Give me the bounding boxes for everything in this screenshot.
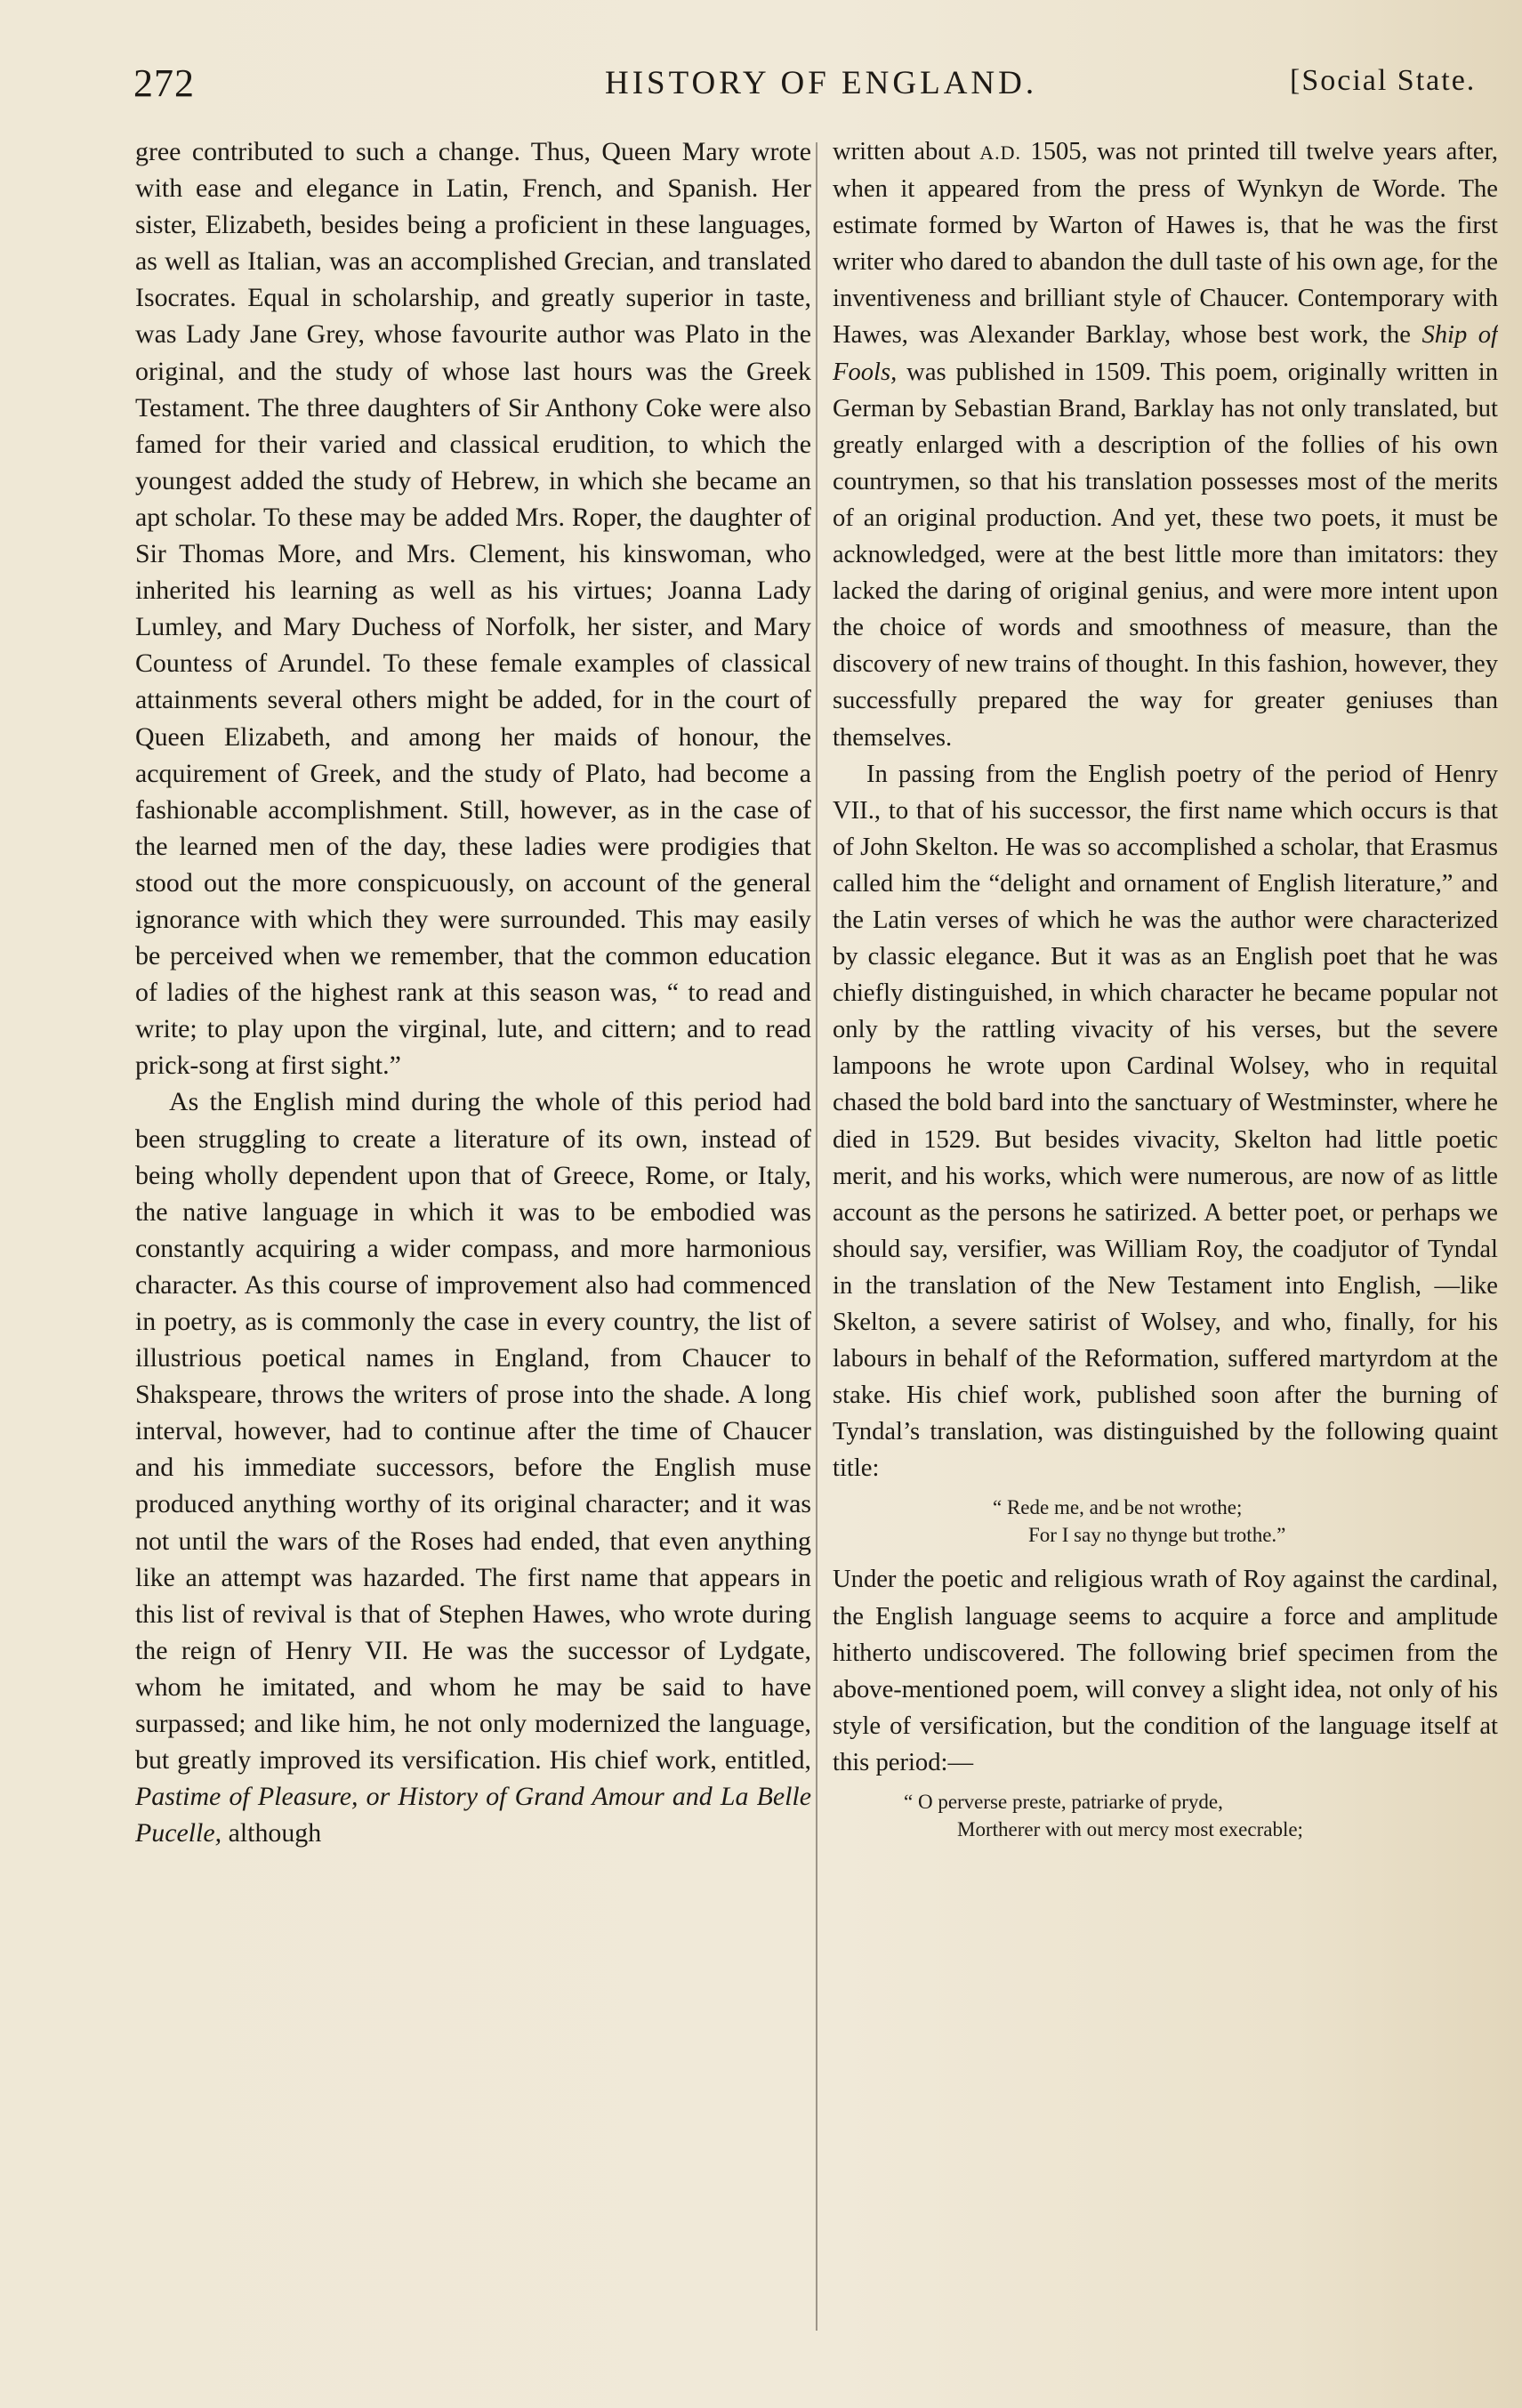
running-title: HISTORY OF ENGLAND. [605,65,1038,101]
paragraph-text: was published in 1509. This poem, originally written in German by Sebastian Brand, Barklay has not only translated, but greatly enlarged with a description of the follies of his own countrymen, so that his translation possesses most of the merits of an original production. And yet, these two poets, it must be acknowledged, were at the best little more than imitators: they lacked the daring of original genius, and were more intent upon the choice of words and smoothness of measure, than the discovery of new trains of thought. In this fashion, however, they successfully prepared the way for greater geniuses than themselves. [833,358,1498,752]
paragraph: In passing from the English poetry of the period of Henry VII., to that of his successor, the first name which occurs is that of John Skelton. He was so accomplished a scholar, that Erasmus called him the “delight and ornament of English literature,” and the Latin verses of which he was the author were characterized by classic elegance. But it was as an English poet that he was chiefly distinguished, in which character he became popular not only by the rattling vivacity of his verses, but the severe lampoons he wrote upon Cardinal Wolsey, who in requital chased the bold bard into the sanctuary of Westminster, where he died in 1529. But besides vivacity, Skelton had little poetic merit, and his works, which were numerous, are now of as little account as the persons he satirized. A better poet, or perhaps we should say, versifier, was William Roy, the coadjutor of Tyndal in the translation of the New Testament into English, —like Skelton, a severe satirist of Wolsey, and who, finally, for his labours in behalf of the Reformation, suffered martyrdom at the stake. His chief work, published soon after the burning of Tyndal’s translation, was distinguished by the following quaint title: [833,760,1498,1483]
book-title: Ship of Fools, [833,321,1498,386]
paragraph [833,133,1498,756]
column-divider [816,142,817,2331]
paragraph: gree contributed to such a change. Thus, Queen Mary wrote with ease and elegance in Latin, French, and Spanish. Her sister, Elizabeth, besides being a proficient in these languages, as well as Italian, was an accomplished Grecian, and translated Isocrates. Equal in scholarship, and greatly superior in taste, was Lady Jane Grey, whose favourite author was Plato in the original, and the study of whose last hours was the Greek Testament. The three daughters of Sir Anthony Coke were also famed for their varied and classical erudition, to which the youngest added the study of Hebrew, in which she became an apt scholar. To these may be added Mrs. Roper, the daughter of Sir Thomas More, and Mrs. Clement, his kinswoman, who inherited his learning as well as his virtues; Joanna Lady Lumley, and Mary Duchess of Norfolk, her sister, and Mary Countess of Arundel. To these female examples of classical attainments several others might be added, for in the court of Queen Elizabeth, and among her maids of honour, the acquirement of Greek, and the study of Plato, had become a fashionable accomplishment. Still, however, as in the case of the learned men of the day, these ladies were prodigies that stood out the more conspicuously, on account of the general ignorance with which they were surrounded. This may easily be perceived when we remember, that the common education of ladies of the highest rank at this season was, “ to read and write; to play upon the virginal, lute, and cittern; and to read prick-song at first sight.” [135,137,811,1081]
verse-quote [833,1494,1498,1549]
page-header [133,60,1522,123]
section-tag: [Social State. [1290,64,1477,97]
paragraph-text: although [221,1818,322,1848]
left-column [135,133,811,2313]
book-title: Pastime of Pleasure, or History of Grand Amour and La Belle Pucelle, [135,1782,811,1848]
verse-line: “ O perverse preste, patriarke of pryde, [904,1791,1223,1814]
paragraph [135,1083,811,1851]
paragraph-text: As the English mind during the whole of this period had been struggling to create a literature of its own, instead of being wholly dependent upon that of Greece, Rome, or Italy, the native language in which it was to be embodied was constantly acquiring a wider compass, and more harmonious character. As this course of improvement also had commenced in poetry, as is commonly the case in every country, the list of illustrious poetical names in England, from Chaucer to Shakspeare, throws the writers of prose into the shade. A long interval, however, had to continue after the time of Chaucer and his immediate successors, before the English muse produced anything worthy of its original character; and it was not until the wars of the Roses had ended, that even anything like an attempt was hazarded. The first name that appears in this list of revival is that of Stephen Hawes, who wrote during the reign of Henry VII. He was the successor of Lydgate, whom he imitated, and whom he may be said to have surpassed; and like him, he not only modernized the language, but greatly improved its versification. His chief work, entitled, [135,1087,811,1776]
paragraph-text: written about [833,138,980,165]
verse-line: “ Rede me, and be not wrothe; [993,1496,1243,1519]
verse-quote [833,1788,1498,1843]
verse-line: Mortherer with out mercy most execrable; [957,1818,1303,1841]
verse-line: For I say no thynge but trothe.” [1028,1524,1286,1547]
page-number: 272 [133,61,195,105]
paragraph: Under the poetic and religious wrath of Roy against the cardinal, the English language seems to acquire a force and amplitude hitherto undiscovered. The following brief specimen from the above-mentioned poem, will convey a slight idea, not only of his style of versification, but the condition of the language itself at this period:— [833,1566,1498,1776]
paragraph-text: 1505, was not printed till twelve years after, when it appeared from the press of Wynkyn de Worde. The estimate formed by Warton of Hawes is, that he was the first writer who dared to abandon the dull taste of his own age, for the inventiveness and brilliant style of Chaucer. Contemporary with Hawes, was Alexander Barklay, whose best work, the [833,138,1498,350]
era-abbreviation: A.D. [979,141,1022,164]
right-column [833,133,1498,2313]
